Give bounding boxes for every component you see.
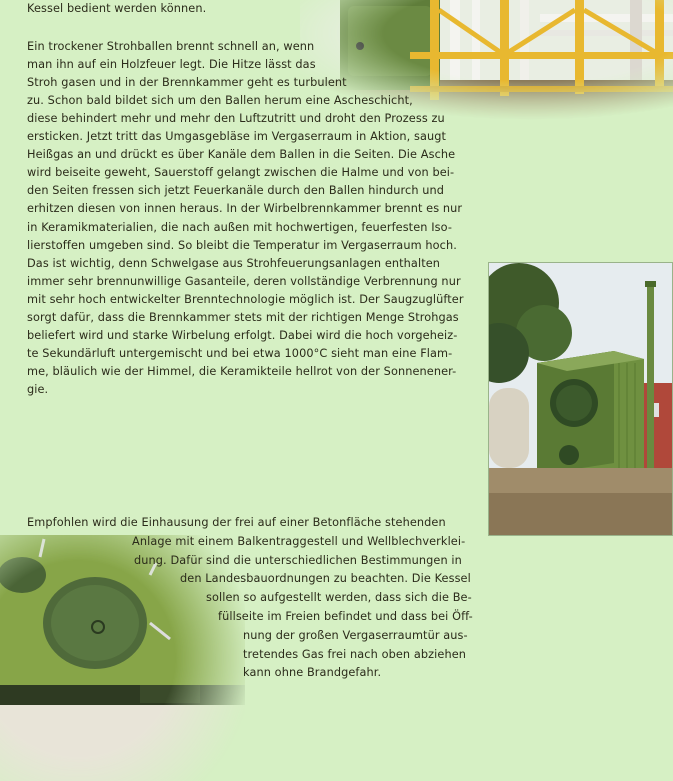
- text-line: in Keramikmaterialien, die nach außen mit hochwertigen, feuerfesten Iso-: [27, 220, 453, 234]
- text-line: den Seiten fressen sich jetzt Feuerkanäle durch den Ballen hindurch und: [27, 184, 445, 198]
- text-line: zu. Schon bald bildet sich um den Ballen herum eine Ascheschicht,: [27, 94, 413, 108]
- text-line: Empfohlen wird die Einhausung der frei auf einer Betonfläche stehenden: [27, 516, 446, 529]
- text-line: Stroh gasen und in der Brennkammer geht es turbulent: [27, 76, 347, 90]
- text-line: mit sehr hoch entwickelter Brenntechnologie möglich ist. Der Saugzuglüfter: [27, 292, 464, 306]
- text-line: erhitzen diesen von innen heraus. In der Wirbelbrennkammer brennt es nur: [27, 202, 463, 216]
- text-line: den Landesbauordnungen zu beachten. Die Kessel: [180, 572, 471, 586]
- text-line: Anlage mit einem Balkentraggestell und Wellblechverklei-: [132, 534, 466, 548]
- text-line: beliefert wird und starke Wirbelung erfolgt. Dabei wird die hoch vorgeheiz-: [27, 328, 458, 342]
- text-line: immer sehr brennunwillige Gasanteile, deren vollständige Verbrennung nur: [27, 274, 461, 288]
- text-line: Das ist wichtig, denn Schwelgase aus Strohfeuerungsanlagen enthalten: [27, 256, 441, 270]
- text-line: tretendes Gas frei nach oben abziehen: [243, 647, 467, 661]
- text-line: dung. Dafür sind die unterschiedlichen Bestimmungen in: [134, 553, 462, 567]
- text-line: wird beiseite geweht, Sauerstoff gelangt zwischen die Halme und von bei-: [27, 166, 455, 180]
- text-line: diese behindert mehr und mehr den Luftzutritt und droht den Prozess zu: [27, 112, 445, 126]
- text-line: Kessel bedient werden können.: [27, 2, 207, 15]
- text-line: lierstoffen umgeben sind. So bleibt die Temperatur im Vergaserraum hoch.: [27, 238, 457, 252]
- text-line: ersticken. Jetzt tritt das Umgasgebläse im Vergaserraum in Aktion, saugt: [27, 130, 447, 144]
- text-line: sollen so aufgestellt werden, dass sich die Be-: [206, 591, 472, 605]
- text-line: kann ohne Brandgefahr.: [243, 666, 382, 680]
- text-line: te Sekundärluft untergemischt und bei etwa 1000°C sieht man eine Flam-: [27, 346, 453, 360]
- text-line: sorgt dafür, dass die Brennkammer stets mit der richtigen Menge Strohgas: [27, 310, 459, 324]
- text-line: man ihn auf ein Holzfeuer legt. Die Hitze lässt das: [27, 58, 316, 72]
- text-line: Heißgas an und drückt es über Kanäle dem Ballen in die Seiten. Die Asche: [27, 148, 456, 162]
- text-line: gie.: [27, 382, 49, 396]
- text-line: füllseite im Freien befindet und dass bei Öff-: [218, 610, 473, 623]
- text-line: me, bläulich wie der Himmel, die Keramikteile hellrot von der Sonnenener-: [27, 364, 457, 378]
- text-line: nung der großen Vergaserraumtür aus-: [243, 628, 468, 642]
- text-line: Ein trockener Strohballen brennt schnell an, wenn: [27, 40, 315, 53]
- outdoor-boiler-container-photo: [488, 262, 673, 536]
